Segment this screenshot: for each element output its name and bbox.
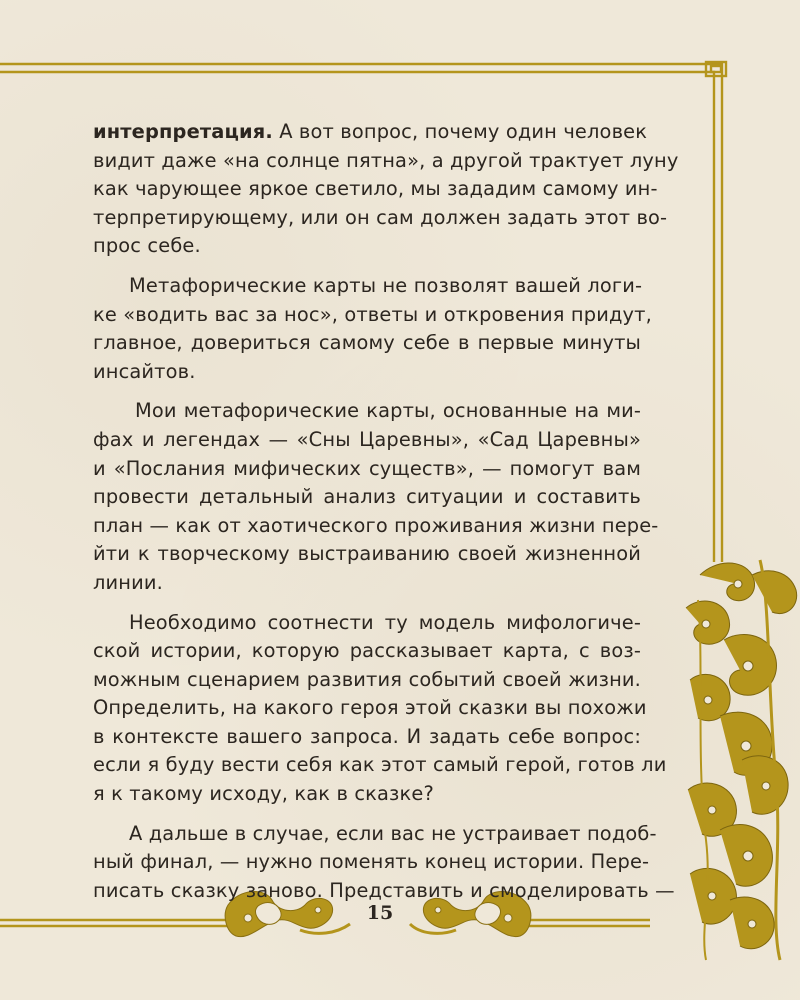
paragraph-4: Необходимо соотнести ту модель мифологиче- ской истории, которую рассказывает карта, с воз- можным сценарием развития событий своей жизни. Определить, на какого героя этой сказки вы похожи в контексте вашего запроса. И задать себе вопрос: если я буду вести себя как этот самый герой, готов ли я к такому исходу, как в сказке? (93, 610, 667, 806)
lead-word: интерпретация. (93, 120, 273, 143)
baroque-scroll-ornament (686, 560, 797, 960)
page-number: 15 (366, 902, 394, 924)
paragraph-5: А дальше в случае, если вас не устраивает подоб- ный финал, — нужно поменять конец истории. Пере- писать сказку заново. Представить и смоделировать — (93, 821, 675, 902)
paragraph-3: Мои метафорические карты, основанные на ми- фах и легендах — «Сны Царевны», «Сад Царевны» и «Послания мифических существ», — помогут вам провести детальный анализ ситуации и составить план — как от хаотического проживания жизни пере- йти к творческому выстраиванию своей жизненной линии. (93, 399, 659, 594)
paragraph-1: интерпретация. А вот вопрос, почему один человек видит даже «на солнце пятна», а другой трактует луну как чарующее яркое светило, мы зададим самому ин- терпретирующему, или он сам должен задать этот во- прос себе. (93, 120, 679, 258)
paragraph-2: Метафорические карты не позволят вашей логи- ке «водить вас за нос», ответы и откровения придут, главное, довериться самому себе в первые минуты инсайтов. (93, 273, 652, 383)
body-text (93, 118, 679, 916)
